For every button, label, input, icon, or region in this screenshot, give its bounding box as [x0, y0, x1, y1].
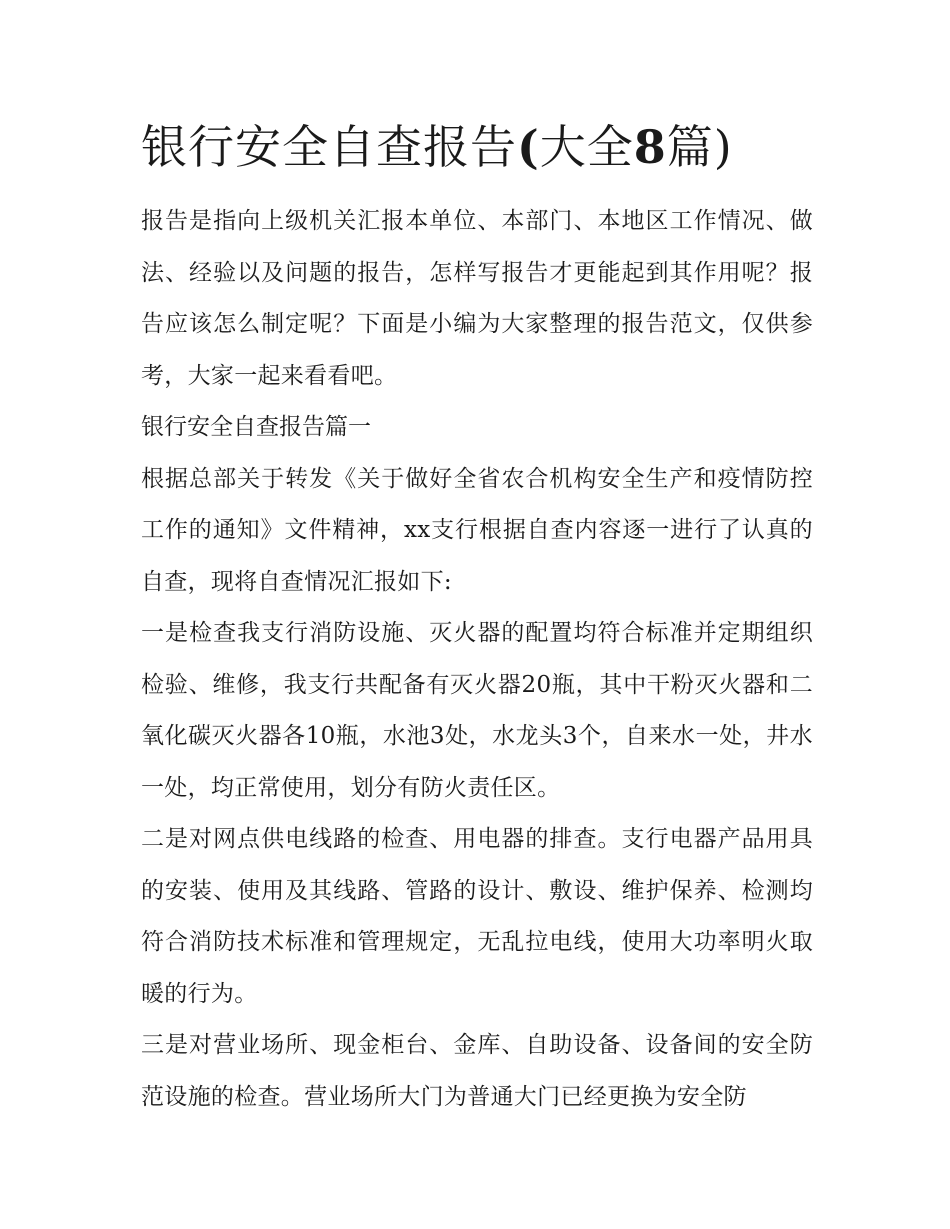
title-paren-open: ( [517, 120, 540, 174]
body-paragraph: 二是对网点供电线路的检查、用电器的排查。支行电器产品用具的安装、使用及其线路、管路的设计、敷设、维护保养、检测均符合消防技术标准和管理规定，无乱拉电线，使用大功率明火取暖的行为。 [141, 826, 813, 1007]
body-paragraph: 根据总部关于转发《关于做好全省农合机构安全生产和疫情防控工作的通知》文件精神，xx支行根据自查内容逐一进行了认真的自查，现将自查情况汇报如下: [141, 465, 813, 595]
title-number: 8 [633, 120, 667, 174]
section-heading: 银行安全自查报告篇一 [141, 414, 371, 440]
title-text-pian: 篇) [666, 120, 733, 174]
document-title [141, 112, 813, 182]
intro-paragraph: 报告是指向上级机关汇报本单位、本部门、本地区工作情况、做法、经验以及问题的报告，怎样写报告才更能起到其作用呢？报告应该怎么制定呢？下面是小编为大家整理的报告范文，仅供参考，大家一起来看看吧。 [141, 208, 813, 389]
body-paragraph: 一是检查我支行消防设施、灭火器的配置均符合标准并定期组织检验、维修，我支行共配备有灭火器20瓶，其中干粉灭火器和二氧化碳灭火器各10瓶，水池3处，水龙头3个，自来水一处，井水一处，均正常使用，划分有防火责任区。 [141, 620, 813, 801]
document-page [141, 112, 813, 1123]
title-text-daquan: 大全 [539, 120, 634, 174]
title-text: 银行安全自查报告 [141, 120, 517, 174]
body-paragraph: 三是对营业场所、现金柜台、金库、自助设备、设备间的安全防范设施的检查。营业场所大门为普通大门已经更换为安全防 [141, 1032, 813, 1110]
